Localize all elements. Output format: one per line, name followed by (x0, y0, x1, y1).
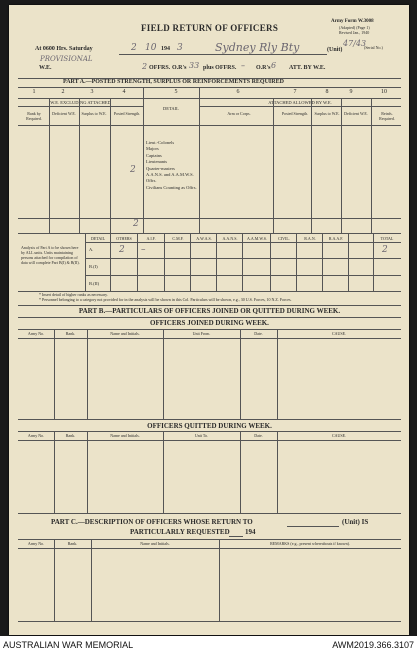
col-line (164, 233, 165, 291)
date-day: 2 (131, 43, 137, 53)
offrs-label: OFFRS. (149, 65, 171, 71)
part-c-year: 194 (245, 528, 256, 536)
joined-col-header: Date. (254, 331, 263, 336)
footnote-2: * Personnel belonging to a category not provided for in the analysis will be shown in this Col. Particulars will be shown, e.g., 30 U.S. Forces, 10 N.Z. Forces. (39, 297, 292, 302)
year-prefix: 194 (161, 46, 170, 52)
quitted-col-header: Name and Initials. (110, 433, 140, 438)
column-header: Arm or Corps. (227, 111, 251, 116)
col-number: 6 (236, 89, 240, 95)
rank-item: Majors (146, 146, 159, 152)
col-line (49, 98, 50, 233)
ors-value: 33 (189, 61, 200, 70)
col-line (277, 431, 278, 513)
col-line (341, 98, 342, 233)
part-c-title-2: PARTICULARLY REQUESTED (130, 528, 230, 536)
analysis-header: DETAIL (90, 236, 106, 241)
quitted-col-header: Army No. (27, 433, 45, 438)
row-a-total: 2 (382, 245, 388, 255)
col-number: 7 (293, 89, 297, 95)
col-number: 9 (349, 89, 353, 95)
serial-label: (Serial No.) (364, 45, 383, 50)
rank-item: Civilians Counting as Offrs. (146, 184, 197, 190)
rule (18, 419, 401, 420)
day-blank-line (229, 536, 243, 537)
column-header: Posted Strength. (113, 111, 141, 116)
posted-strength-value: 2 (130, 165, 136, 175)
part-c-col-header: Rank. (67, 541, 78, 546)
part-c-unit: (Unit) IS (342, 518, 369, 526)
rank-item: Quarter-masters (146, 165, 175, 171)
col-line (371, 98, 372, 233)
col-line (110, 98, 111, 233)
row-a-others: 2 (119, 245, 125, 255)
col-number: 3 (90, 89, 94, 95)
unit-label: (Unit) (327, 47, 343, 53)
posted-strength-total: 2 (133, 219, 139, 229)
rule (18, 218, 401, 219)
footnote-1: * Insert detail of higher ranks as necessary. (39, 292, 108, 297)
rank-item: Lieut.-Colonels (146, 140, 175, 145)
col-line (277, 329, 278, 419)
col-number: 2 (61, 89, 65, 95)
rank-item: Captains (146, 152, 162, 158)
plus-offrs-value: – (241, 61, 245, 70)
analysis-row-label: B.(I) (89, 264, 98, 269)
rule (18, 233, 401, 234)
rank-list (146, 140, 198, 191)
date-month: 10 (145, 43, 157, 53)
analysis-header: CIVIL. (278, 236, 290, 241)
form-title: FIELD RETURN OF OFFICERS (141, 23, 279, 33)
analysis-header: A.W.A.S. (196, 236, 212, 241)
col-line (348, 233, 349, 291)
rule (18, 305, 401, 306)
col-line (273, 98, 274, 233)
quitted-col-header: CAUSE. (331, 433, 347, 438)
col-number: 8 (325, 89, 329, 95)
credit-right: AWM2019.366.3107 (332, 640, 414, 650)
col-line (270, 233, 271, 291)
column-header: Rank by Required. (26, 111, 42, 121)
col-number: 4 (122, 89, 126, 95)
col-line (296, 233, 297, 291)
analysis-header: TOTAL (380, 236, 394, 241)
rule (18, 539, 401, 540)
analysis-row-label: A. (89, 247, 94, 252)
col-number: 10 (381, 89, 387, 95)
rule (85, 275, 401, 276)
column-header: Posted Strength. (281, 111, 309, 116)
form-note-1: (Adapted) (Page 1) (339, 25, 370, 30)
rule (18, 125, 401, 126)
rule (18, 98, 401, 99)
analysis-header: A.A.N.S. (222, 236, 238, 241)
col-number: 1 (32, 89, 36, 95)
col-line (79, 98, 80, 233)
credit-left: AUSTRALIAN WAR MEMORIAL (3, 640, 134, 650)
col-line (54, 329, 55, 419)
unit-name: Sydney Rly Bty (215, 41, 300, 54)
col-line (163, 431, 164, 513)
form-number: Army Form W.3008 (331, 19, 374, 24)
quitted-col-header: Date. (254, 433, 263, 438)
joined-col-header: Army No. (27, 331, 45, 336)
quitted-col-header: Unit To. (194, 433, 209, 438)
offrs-value: 2 (142, 62, 148, 71)
rule (18, 329, 401, 330)
ors2-value: 6 (271, 61, 277, 70)
part-c-title: PART C.—DESCRIPTION OF OFFICERS WHOSE RETURN TO (51, 518, 253, 526)
rule (18, 548, 401, 549)
col-line (311, 98, 312, 233)
column-header: Deficient W.E. (344, 111, 368, 116)
quitted-heading: OFFICERS QUITTED DURING WEEK. (147, 422, 272, 430)
col-line (54, 431, 55, 513)
rule (18, 338, 401, 339)
we-excluding-header: W.E. EXCLUDING ATTACHED (50, 100, 111, 105)
col-line (216, 233, 217, 291)
credit-bar (0, 636, 417, 653)
col-line (137, 233, 138, 291)
rank-item: A.A.N.S. and A.A.M.W.S. Offrs. (146, 172, 194, 184)
detail-header: DETAIL (163, 106, 179, 111)
joined-col-header: Name and Initials. (110, 331, 140, 336)
analysis-header: R.A.A.F. (328, 236, 344, 241)
part-a-title-rule (18, 87, 401, 88)
plus-offrs-label: plus OFFRS. (203, 65, 237, 71)
rule (85, 258, 401, 259)
att-label: ATT. BY W.E. (289, 65, 326, 71)
form-note-2: Revised Jan., 1940 (339, 30, 370, 35)
col-line (242, 233, 243, 291)
column-header: Surplus to W.E. (314, 111, 340, 116)
col-line (199, 87, 200, 233)
col-line (87, 431, 88, 513)
rule (18, 431, 401, 432)
rule (18, 106, 143, 107)
column-header: Deficient W.E. (52, 111, 76, 116)
analysis-note: Analysis of Part A to be shown here by ALL units. Units maintaining persons attached for compilation of data will complete Part B(I) & B(II). (21, 245, 80, 265)
analysis-header: A.I.F. (146, 236, 156, 241)
col-line (219, 539, 220, 621)
ors-label: O.R's (172, 65, 187, 71)
rule (18, 440, 401, 441)
col-number: 5 (174, 89, 178, 95)
col-line (143, 87, 144, 233)
unit-line (209, 54, 327, 55)
date-line (119, 54, 211, 55)
at-label: At 0600 Hrs. Saturday (35, 46, 93, 52)
column-header: Surplus to W.E. (81, 111, 107, 116)
col-line (110, 233, 111, 291)
rule (18, 621, 401, 622)
col-line (322, 233, 323, 291)
provisional-stamp: PROVISIONAL (40, 55, 93, 63)
analysis-header: OTHERS (116, 236, 132, 241)
column-header: Reinfs. Required. (379, 111, 395, 121)
analysis-header: A.A.M.W.S. (247, 236, 267, 241)
quitted-col-header: Rank. (65, 433, 76, 438)
col-line (373, 233, 374, 291)
col-line (240, 431, 241, 513)
joined-col-header: CAUSE. (331, 331, 347, 336)
col-line (91, 539, 92, 621)
rule (85, 242, 401, 243)
part-c-col-header: REMARKS (e.g., present whereabouts if known). (270, 541, 350, 546)
analysis-header: R.A.N. (304, 236, 316, 241)
serial-number: 47/43 (343, 39, 367, 48)
rank-item: Lieutenants (146, 159, 167, 165)
rule (18, 317, 401, 318)
col-line (163, 329, 164, 419)
form-sheet (9, 5, 409, 635)
joined-heading: OFFICERS JOINED DURING WEEK. (150, 319, 269, 327)
joined-col-header: Rank. (65, 331, 76, 336)
unit-blank-line (287, 526, 339, 527)
joined-col-header: Unit From. (192, 331, 211, 336)
col-line (240, 329, 241, 419)
year-digit: 3 (177, 43, 183, 53)
we-label: W.E. (39, 65, 52, 71)
col-line (54, 539, 55, 621)
analysis-row-label: B.(II) (89, 281, 100, 286)
part-c-col-header: Army No. (27, 541, 45, 546)
attached-allowed-header: ATTACHED ALLOWED BY W.E. (268, 100, 332, 105)
part-b-title: PART B.—PARTICULARS OF OFFICERS JOINED OR QUITTED DURING WEEK. (78, 307, 341, 315)
rule (18, 513, 401, 514)
col-line (190, 233, 191, 291)
row-a-dash: – (141, 245, 146, 255)
part-a-title: PART A.—POSTED STRENGTH, SURPLUS OR REINFORCEMENTS REQUIRED (63, 79, 284, 85)
analysis-header: C.M.F. (172, 236, 184, 241)
part-c-col-header: Name and Initials. (140, 541, 170, 546)
ors2-label: O.R's (256, 65, 271, 71)
col-line (87, 329, 88, 419)
